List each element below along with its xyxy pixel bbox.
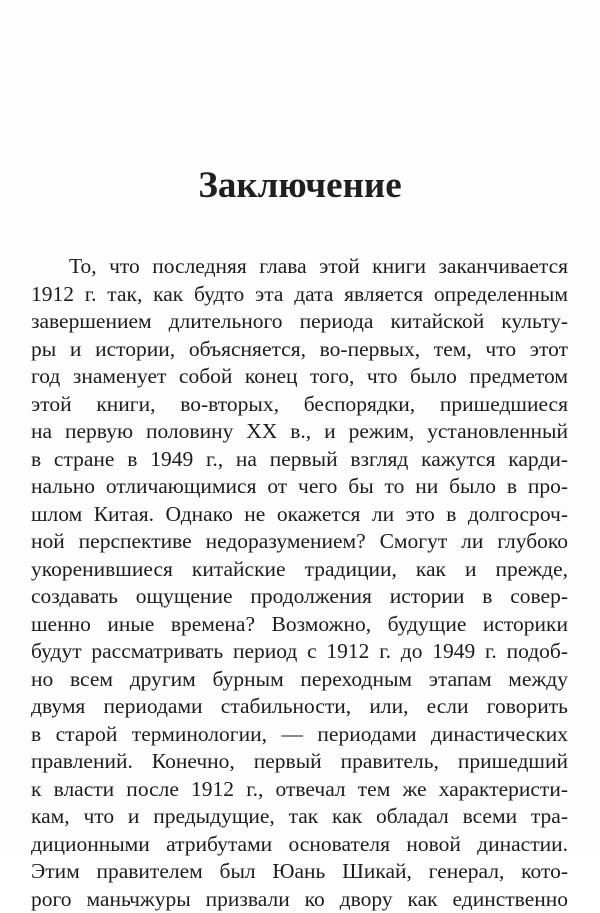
text-line: завершением длительного периода китайской культу- xyxy=(31,308,568,336)
text-line: кам, что и предыдущие, так как обладал всеми тра- xyxy=(31,803,568,831)
text-line: Этим правителем был Юань Шикай, генерал, кото- xyxy=(31,858,568,886)
text-line: но всем другим бурным переходным этапам между xyxy=(31,666,568,694)
text-line: То, что последняя глава этой книги заканчивается xyxy=(31,253,568,281)
text-line: на первую половину XX в., и режим, установленный xyxy=(31,418,568,446)
text-line: год знаменует собой конец того, что было предметом xyxy=(31,363,568,391)
text-line: 1912 г. так, как будто эта дата является определенным xyxy=(31,281,568,309)
text-line: двумя периодами стабильности, или, если говорить xyxy=(31,693,568,721)
chapter-title: Заключение xyxy=(0,162,600,210)
text-line: шенно иные времена? Возможно, будущие историки xyxy=(31,611,568,639)
text-line: рого маньчжуры призвали ко двору как единственно xyxy=(31,886,568,913)
chapter-body xyxy=(31,253,568,913)
text-line: этой книги, во-вторых, беспорядки, пришедшиеся xyxy=(31,391,568,419)
text-line: будут рассматривать период с 1912 г. до 1949 г. подоб- xyxy=(31,638,568,666)
text-line: правлений. Конечно, первый правитель, пришедший xyxy=(31,748,568,776)
text-line: к власти после 1912 г., отвечал тем же характеристи- xyxy=(31,776,568,804)
text-line: диционными атрибутами основателя новой династии. xyxy=(31,831,568,859)
text-line: в старой терминологии, — периодами династических xyxy=(31,721,568,749)
text-line: ры и истории, объясняется, во-первых, тем, что этот xyxy=(31,336,568,364)
text-line: шлом Китая. Однако не окажется ли это в долгосроч- xyxy=(31,501,568,529)
text-line: ной перспективе недоразумением? Смогут ли глубоко xyxy=(31,528,568,556)
text-line: укоренившиеся китайские традиции, как и прежде, xyxy=(31,556,568,584)
text-line: создавать ощущение продолжения истории в совер- xyxy=(31,583,568,611)
text-line: нально отличающимися от чего бы то ни было в про- xyxy=(31,473,568,501)
text-line: в стране в 1949 г., на первый взгляд кажутся карди- xyxy=(31,446,568,474)
